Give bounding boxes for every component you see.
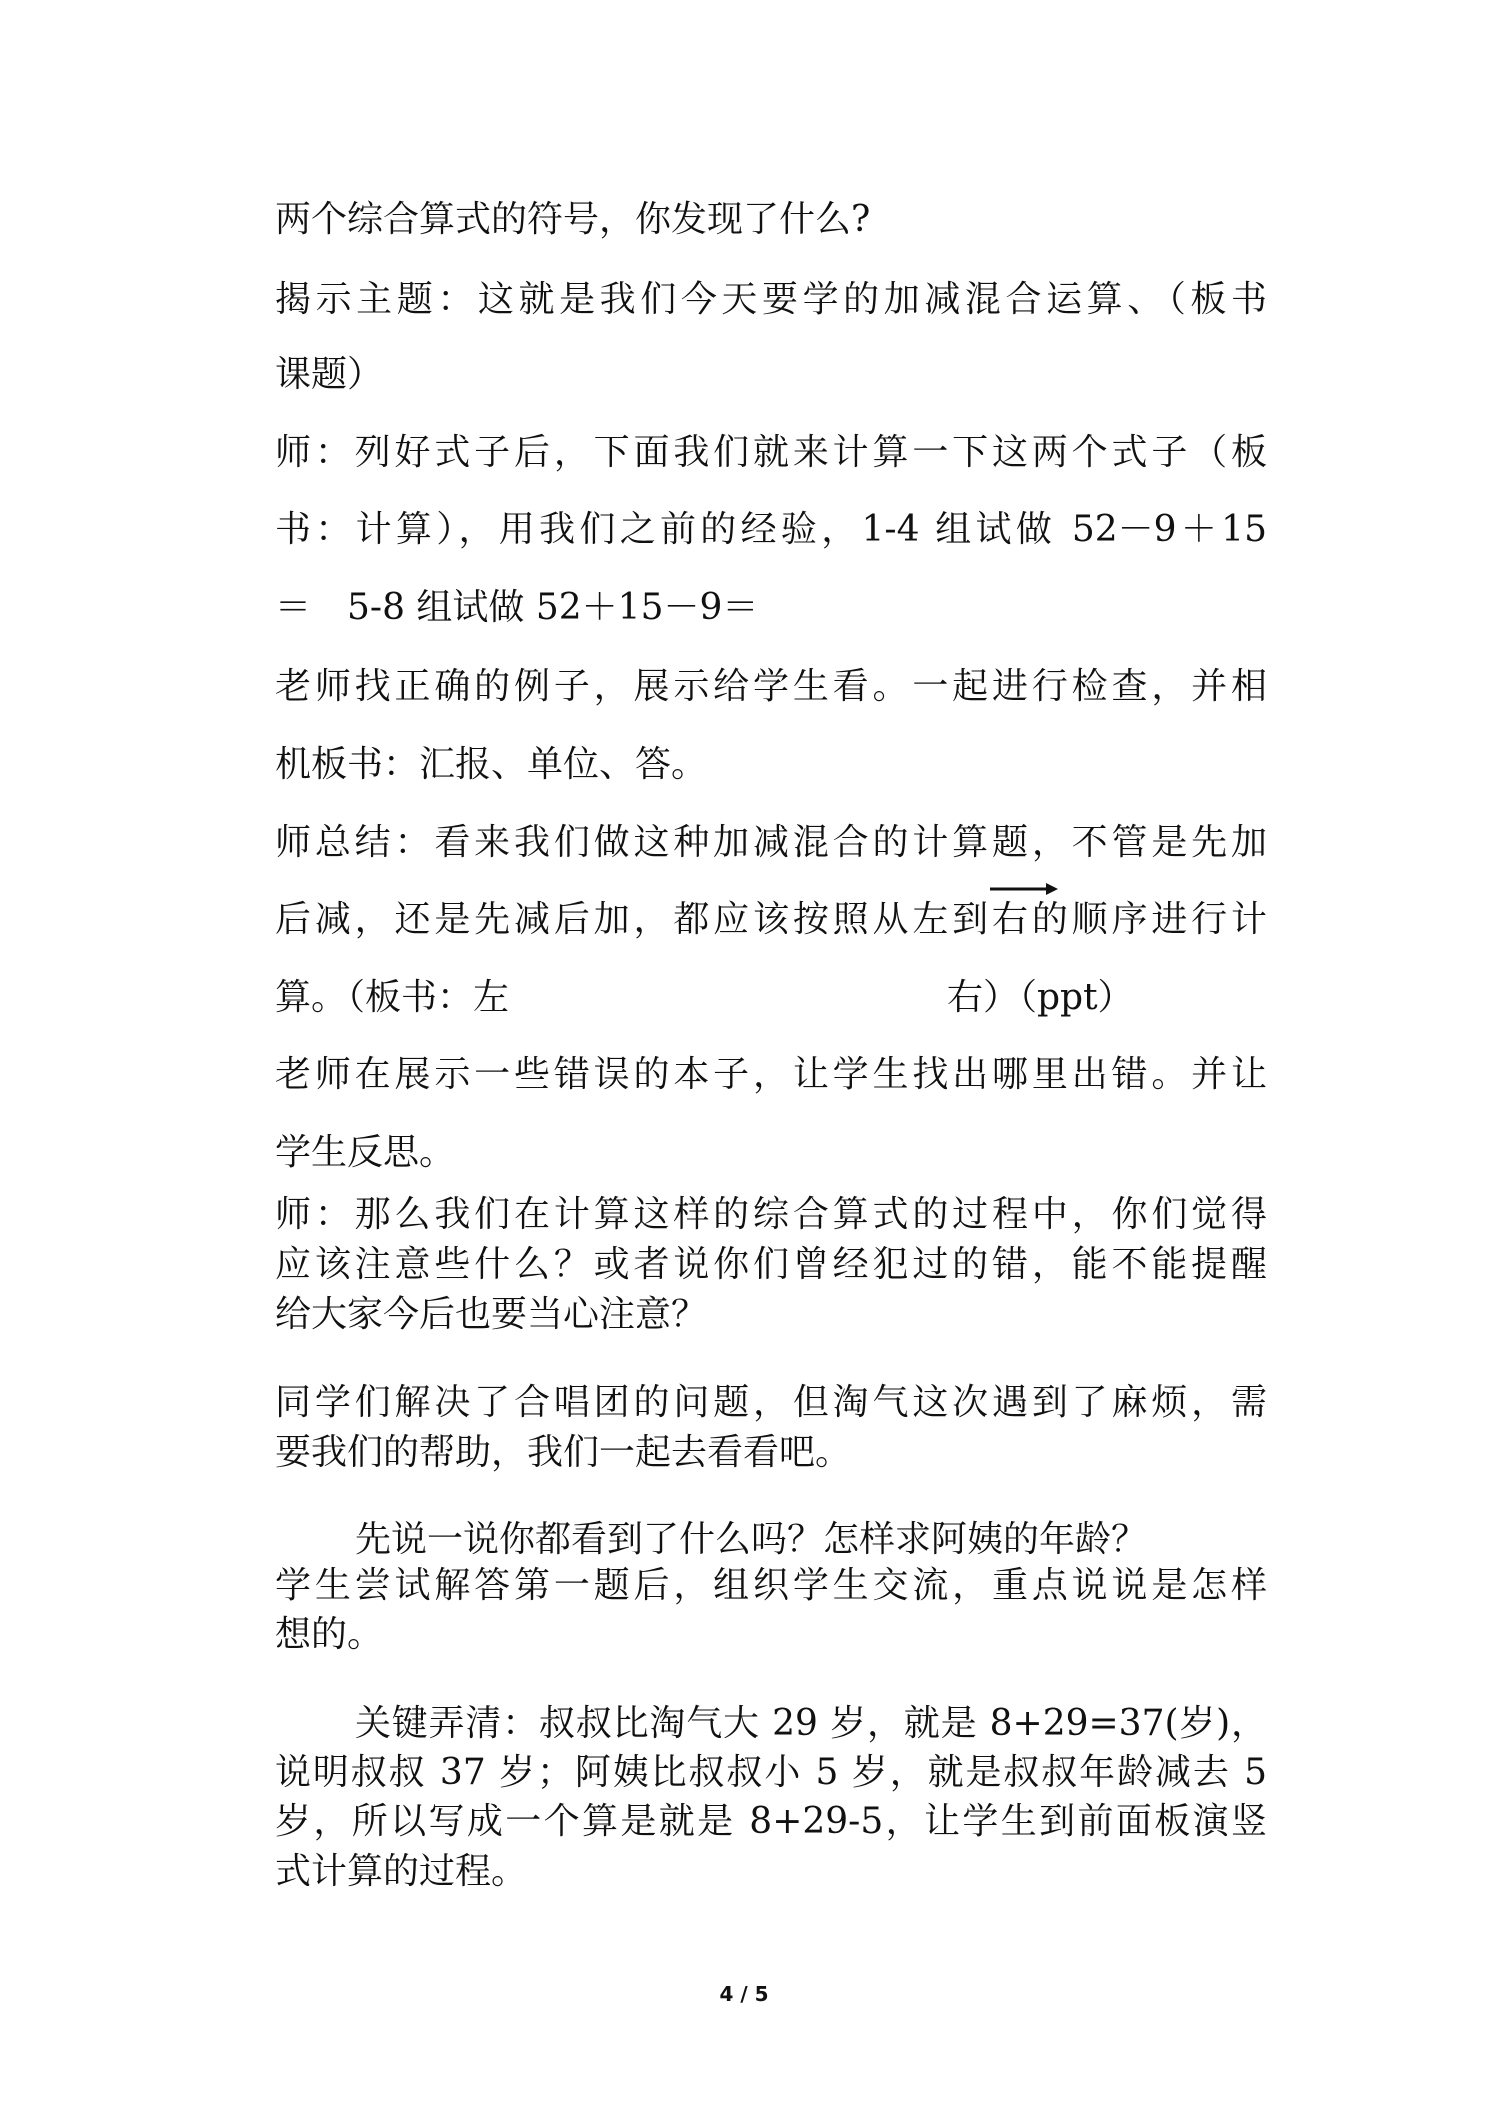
- paragraph-line: 书：计算），用我们之前的经验，1-4 组试做 52－9＋15: [275, 509, 1267, 550]
- paragraph-line: 师：列好式子后，下面我们就来计算一下这两个式子（板: [275, 432, 1267, 473]
- right-arrow-icon: [990, 882, 1058, 896]
- paragraph-line: 后减，还是先减后加，都应该按照从左到右的顺序进行计: [275, 899, 1267, 940]
- paragraph-line: 学生尝试解答第一题后，组织学生交流，重点说说是怎样: [275, 1565, 1267, 1606]
- paragraph-line: 机板书：汇报、单位、答。: [275, 744, 708, 785]
- paragraph-line: 岁，所以写成一个算是就是 8+29-5，让学生到前面板演竖: [275, 1801, 1267, 1842]
- paragraph-line: 两个综合算式的符号，你发现了什么?: [275, 199, 871, 240]
- paragraph-line: 说明叔叔 37 岁；阿姨比叔叔小 5 岁，就是叔叔年龄减去 5: [275, 1752, 1267, 1793]
- paragraph-line: 课题）: [275, 354, 384, 395]
- paragraph-line: 给大家今后也要当心注意？: [275, 1294, 708, 1335]
- paragraph-line: 关键弄清：叔叔比淘气大 29 岁，就是 8+29=37(岁)，: [355, 1703, 1267, 1744]
- paragraph-line: ＝ 5-8 组试做 52＋15－9＝: [275, 587, 759, 628]
- paragraph-line: 同学们解决了合唱团的问题，但淘气这次遇到了麻烦，需: [275, 1382, 1267, 1423]
- paragraph-line: 学生反思。: [275, 1132, 456, 1173]
- paragraph-line: 老师找正确的例子，展示给学生看。一起进行检查，并相: [275, 666, 1267, 707]
- paragraph-line: 揭示主题：这就是我们今天要学的加减混合运算、（板书: [275, 279, 1267, 320]
- paragraph-line: 想的。: [275, 1614, 384, 1655]
- paragraph-line: 师：那么我们在计算这样的综合算式的过程中，你们觉得: [275, 1194, 1267, 1235]
- board-note-right: 右）（ppt）: [947, 977, 1134, 1018]
- paragraph-line: 老师在展示一些错误的本子，让学生找出哪里出错。并让: [275, 1054, 1267, 1095]
- paragraph-line: 先说一说你都看到了什么吗？怎样求阿姨的年龄？: [355, 1519, 1148, 1560]
- paragraph-line: 要我们的帮助，我们一起去看看吧。: [275, 1432, 852, 1473]
- paragraph-line: 应该注意些什么？或者说你们曾经犯过的错，能不能提醒: [275, 1244, 1267, 1285]
- paragraph-line: 师总结：看来我们做这种加减混合的计算题，不管是先加: [275, 822, 1267, 863]
- board-note-left: 算。（板书：左: [275, 977, 510, 1018]
- page-number: 4 / 5: [719, 1982, 769, 2006]
- paragraph-line: 式计算的过程。: [275, 1851, 528, 1892]
- board-note-line: [275, 977, 1134, 1018]
